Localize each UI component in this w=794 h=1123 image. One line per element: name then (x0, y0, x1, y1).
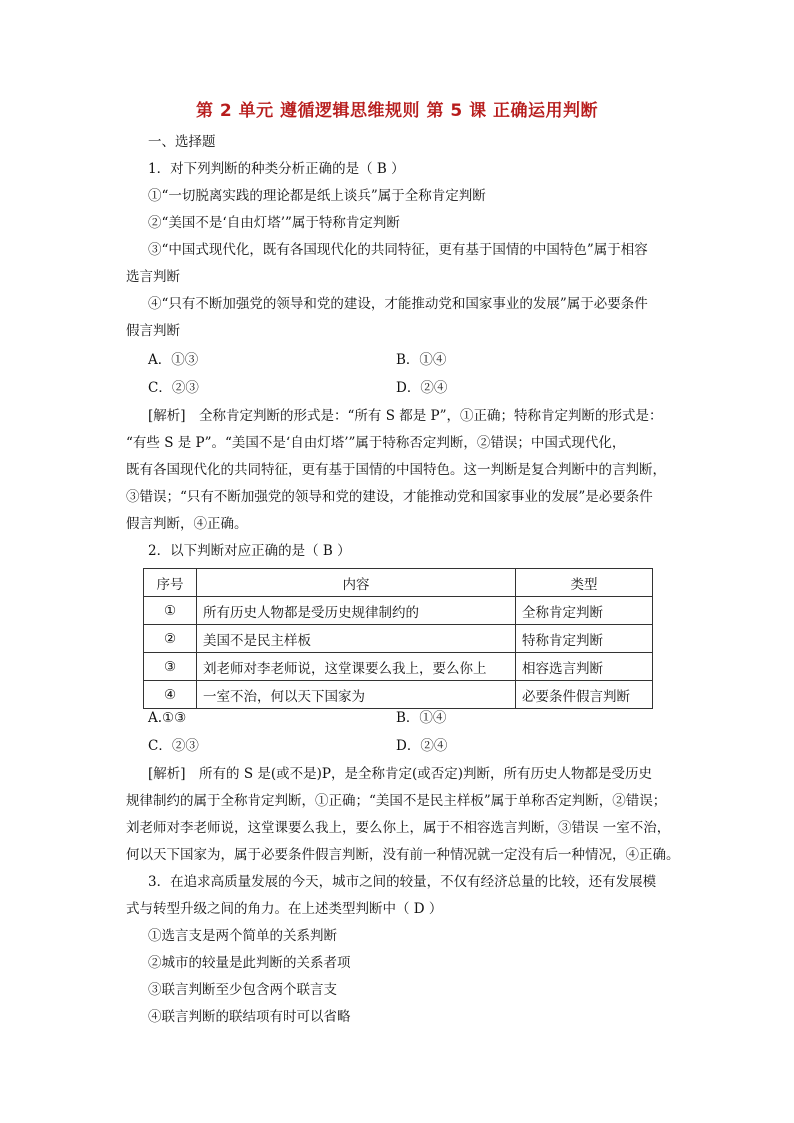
question-1-option-a: A．①③ (148, 352, 199, 368)
question-1-item: ①“一切脱离实践的理论都是纸上谈兵”属于全称肯定判断 (148, 188, 486, 204)
question-2-option-c: C．②③ (148, 738, 199, 754)
table-header-cell: 类型 (516, 569, 653, 597)
question-1-analysis-line: “有些 S 是 P”。“美国不是‘自由灯塔’”属于特称否定判断，②错误；中国式现代化， (126, 435, 626, 451)
table-cell: 必要条件假言判断 (516, 681, 653, 709)
question-1-item: 假言判断 (126, 323, 180, 339)
table-row (144, 625, 653, 653)
question-1-option-b: B．①④ (396, 352, 447, 368)
table-cell: ③ (144, 653, 197, 681)
table-cell: 全称肯定判断 (516, 597, 653, 625)
question-1-option-c: C．②③ (148, 380, 199, 396)
table-cell: ④ (144, 681, 197, 709)
question-3-item: ①选言支是两个简单的关系判断 (148, 928, 337, 944)
question-3-item: ③联言判断至少包含两个联言支 (148, 982, 337, 998)
table-row (144, 597, 653, 625)
question-2-analysis-line: 何以天下国家为，属于必要条件假言判断，没有前一种情况就一定没有后一种情况，④正确。 (126, 847, 680, 863)
question-2-option-a: A.①③ (148, 710, 187, 726)
question-2-stem: 2．以下判断对应正确的是（ B ） (148, 543, 351, 559)
question-1-stem: 1．对下列判断的种类分析正确的是（ B ） (148, 161, 405, 177)
question-1-analysis-line: 假言判断，④正确。 (126, 516, 248, 532)
table-cell: ① (144, 597, 197, 625)
table-cell: 相容选言判断 (516, 653, 653, 681)
page-title: 第 2 单元 遵循逻辑思维规则 第 5 课 正确运用判断 (195, 101, 599, 121)
table-row (144, 681, 653, 709)
question-3-item: ④联言判断的联结项有时可以省略 (148, 1009, 351, 1025)
table-cell: 刘老师对李老师说，这堂课要么我上，要么你上 (197, 653, 516, 681)
question-1-item: ③“中国式现代化，既有各国现代化的共同特征，更有基于国情的中国特色”属于相容 (148, 242, 648, 258)
table-cell: 美国不是民主样板 (197, 625, 516, 653)
table-header-cell: 序号 (144, 569, 197, 597)
question-2-option-b: B．①④ (396, 710, 447, 726)
question-2-analysis-line: 规律制约的属于全称肯定判断，①正确；“美国不是民主样板”属于单称否定判断，②错误； (126, 793, 667, 809)
question-1-item: ②“美国不是‘自由灯塔’”属于特称肯定判断 (148, 215, 400, 231)
table-header-row (144, 569, 653, 597)
question-1-analysis-line: 既有各国现代化的共同特征，更有基于国情的中国特色。这一判断是复合判断中的言判断， (126, 462, 666, 478)
question-1-option-d: D．②④ (396, 380, 448, 396)
table-row (144, 653, 653, 681)
question-1-analysis-line: [解析] 全称肯定判断的形式是：“所有 S 都是 P”，①正确；特称肯定判断的形式是： (148, 408, 663, 424)
question-3-stem: 3．在追求高质量发展的今天，城市之间的较量，不仅有经济总量的比较，还有发展模 (148, 874, 657, 890)
question-3-item: ②城市的较量是此判断的关系者项 (148, 955, 351, 971)
question-3-stem: 式与转型升级之间的角力。在上述类型判断中（ D ） (126, 901, 443, 917)
question-2-option-d: D．②④ (396, 738, 448, 754)
question-2-analysis-line: [解析] 所有的 S 是(或不是)P，是全称肯定(或否定)判断，所有历史人物都是受历史 (148, 766, 653, 782)
table-cell: 所有历史人物都是受历史规律制约的 (197, 597, 516, 625)
question-1-analysis-line: ③错误；“只有不断加强党的领导和党的建设，才能推动党和国家事业的发展”是必要条件 (126, 489, 653, 505)
question-1-item: ④“只有不断加强党的领导和党的建设，才能推动党和国家事业的发展”属于必要条件 (148, 296, 648, 312)
question-2-table (143, 568, 653, 709)
section-heading: 一、选择题 (148, 134, 216, 150)
table-cell: ② (144, 625, 197, 653)
table-header-cell: 内容 (197, 569, 516, 597)
table-cell: 一室不治，何以天下国家为 (197, 681, 516, 709)
table-cell: 特称肯定判断 (516, 625, 653, 653)
question-1-item: 选言判断 (126, 269, 180, 285)
question-2-analysis-line: 刘老师对李老师说，这堂课要么我上，要么你上，属于不相容选言判断，③错误 一室不治， (126, 820, 671, 836)
